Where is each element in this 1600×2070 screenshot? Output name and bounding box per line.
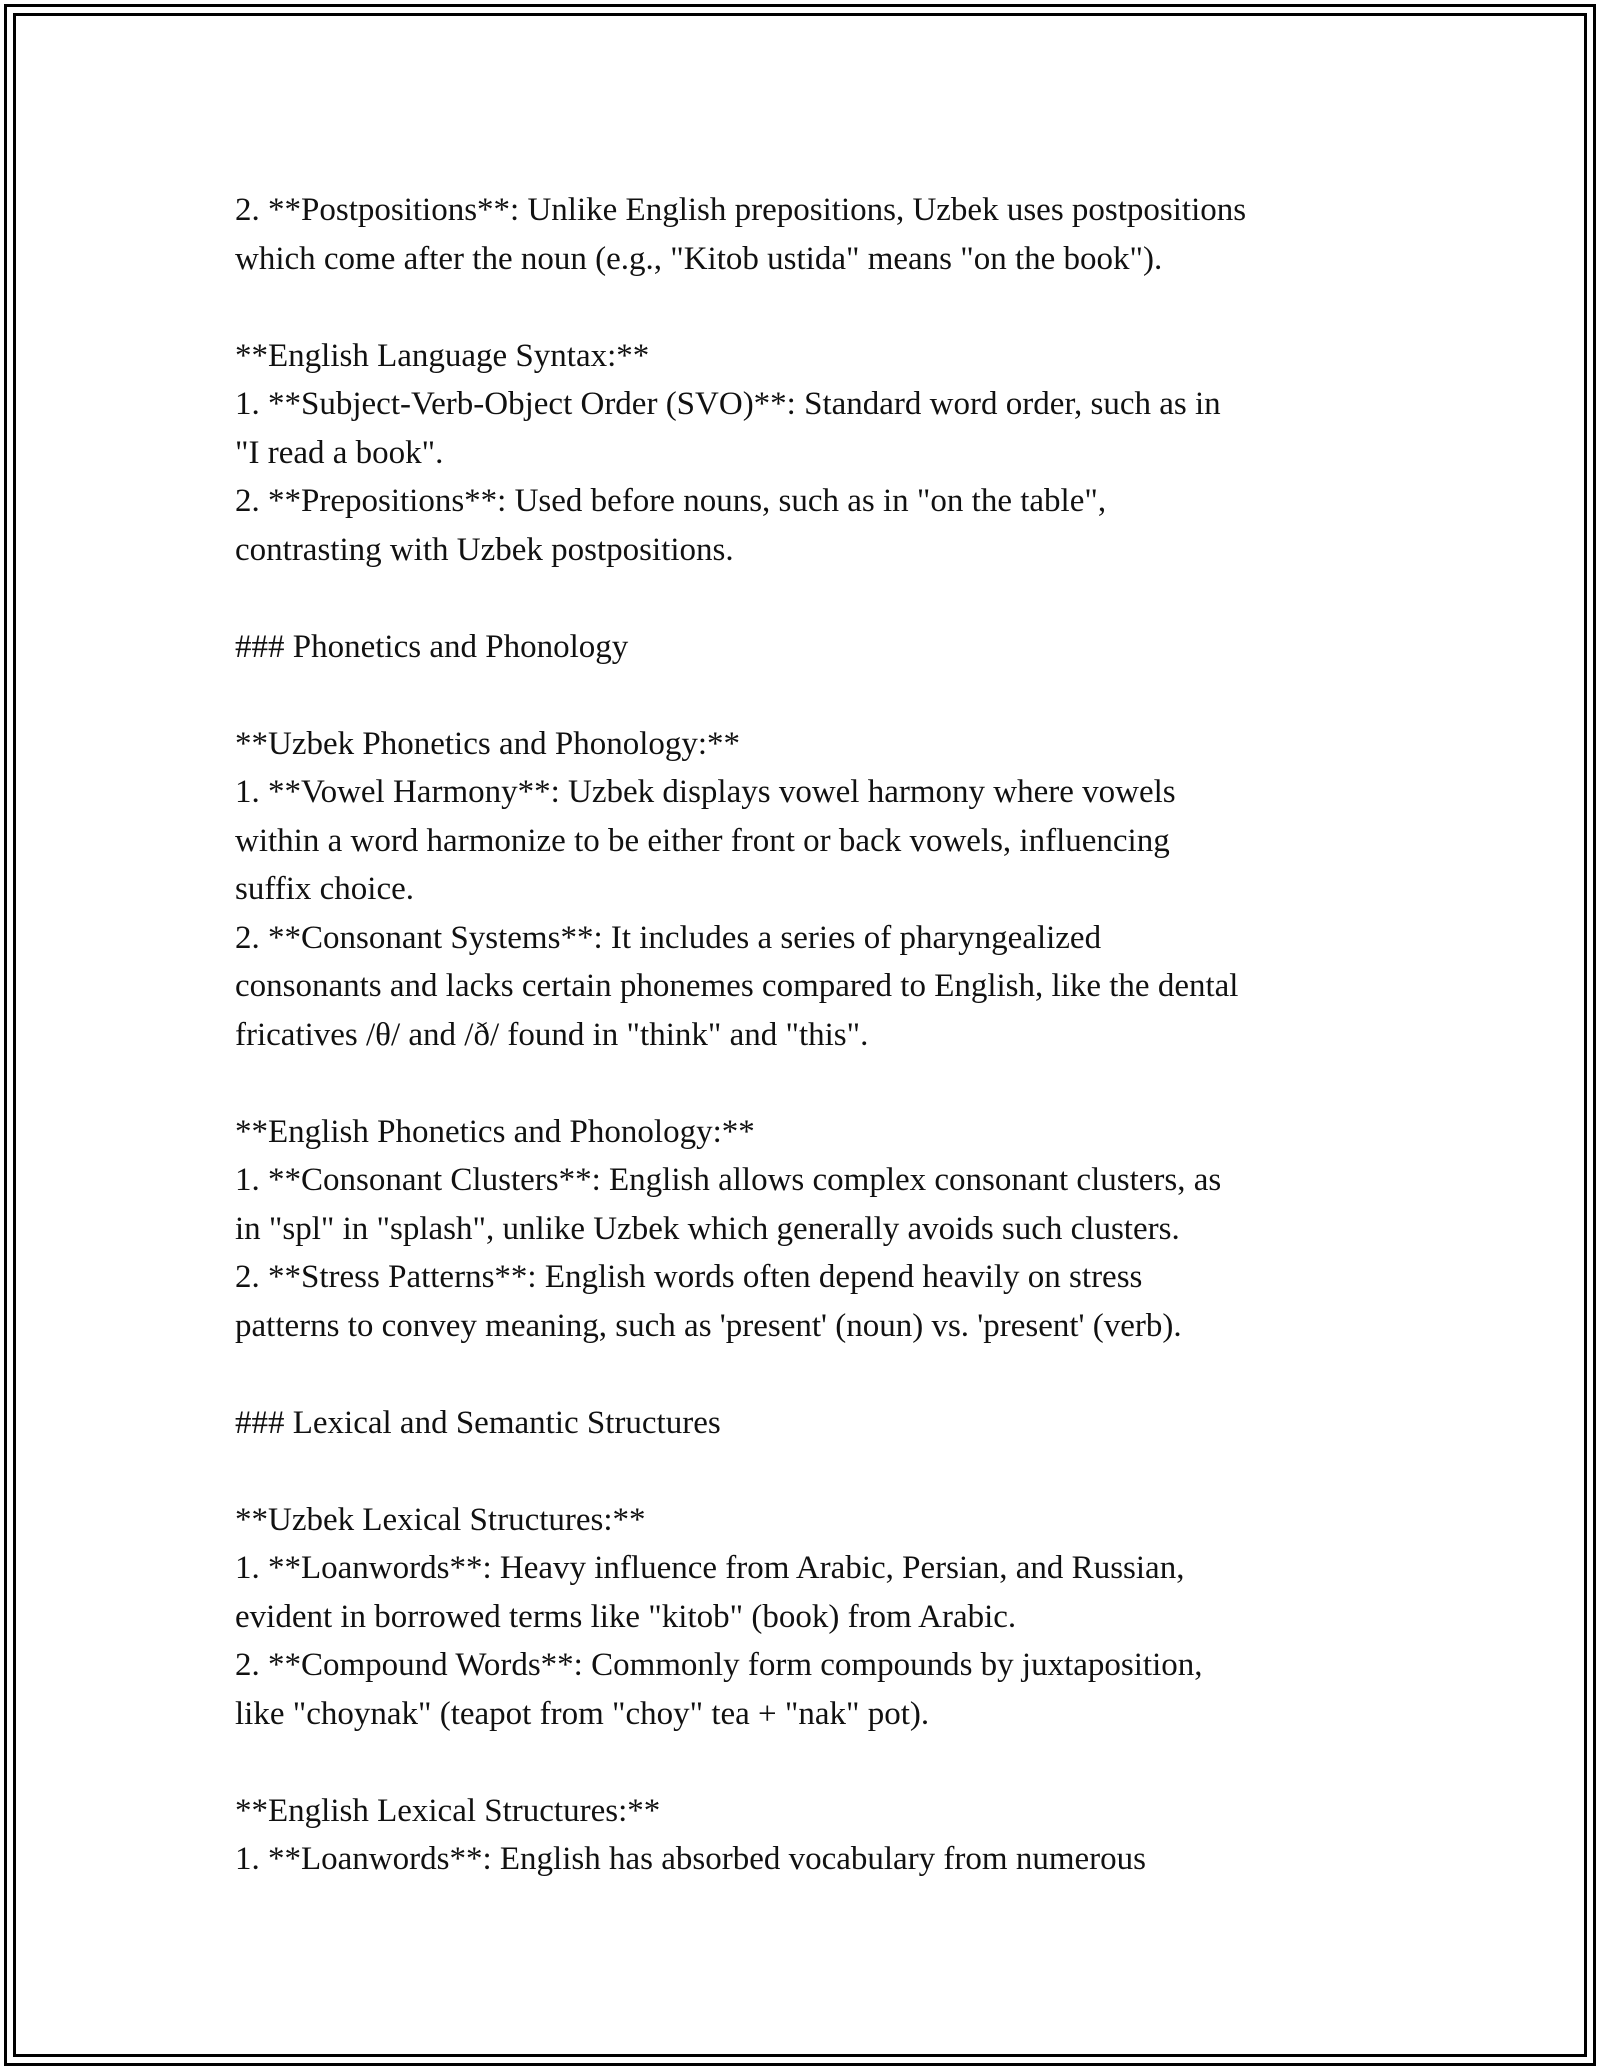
blank-line	[235, 1447, 1415, 1496]
section-subheading: **English Language Syntax:**	[235, 337, 650, 374]
section-subheading: **Uzbek Phonetics and Phonology:**	[235, 725, 741, 762]
text-line: 2. **Compound Words**: Commonly form compounds by juxtaposition,	[235, 1647, 1203, 1683]
section-subheading: **Uzbek Lexical Structures:**	[235, 1501, 646, 1538]
text-line: 1. **Loanwords**: Heavy influence from Arabic, Persian, and Russian,	[235, 1550, 1185, 1586]
text-line: 1. **Vowel Harmony**: Uzbek displays vowel harmony where vowels	[235, 774, 1176, 810]
blank-line	[235, 1059, 1415, 1108]
text-line: 2. **Postpositions**: Unlike English prepositions, Uzbek uses postpositions	[235, 192, 1247, 228]
section-subheading: **English Phonetics and Phonology:**	[235, 1113, 755, 1150]
blank-line	[235, 1738, 1415, 1787]
text-line: fricatives /θ/ and /ð/ found in "think" and "this".	[235, 1016, 869, 1053]
blank-line	[235, 283, 1415, 332]
text-line: in "spl" in "splash", unlike Uzbek which generally avoids such clusters.	[235, 1210, 1180, 1247]
text-line: consonants and lacks certain phonemes compared to English, like the dental	[235, 968, 1239, 1004]
text-line: evident in borrowed terms like "kitob" (book) from Arabic.	[235, 1598, 1017, 1635]
section-subheading: **English Lexical Structures:**	[235, 1792, 661, 1829]
text-line: 2. **Prepositions**: Used before nouns, such as in "on the table",	[235, 483, 1107, 519]
text-line: suffix choice.	[235, 871, 415, 907]
blank-line	[235, 574, 1415, 623]
text-line: 1. **Loanwords**: English has absorbed vocabulary from numerous	[235, 1841, 1146, 1877]
document-body	[235, 186, 1415, 1884]
blank-line	[235, 1350, 1415, 1399]
blank-line	[235, 671, 1415, 720]
text-line: which come after the noun (e.g., "Kitob ustida" means "on the book").	[235, 240, 1163, 277]
text-line: patterns to convey meaning, such as 'present' (noun) vs. 'present' (verb).	[235, 1307, 1182, 1344]
text-line: 2. **Stress Patterns**: English words often depend heavily on stress	[235, 1259, 1143, 1295]
text-line: "I read a book".	[235, 434, 444, 471]
text-line: within a word harmonize to be either front or back vowels, influencing	[235, 822, 1170, 859]
text-line: contrasting with Uzbek postpositions.	[235, 531, 734, 568]
text-line: like "choynak" (teapot from "choy" tea + "nak" pot).	[235, 1695, 930, 1732]
section-heading: ### Lexical and Semantic Structures	[235, 1404, 721, 1441]
section-heading: ### Phonetics and Phonology	[235, 628, 629, 665]
text-line: 1. **Subject-Verb-Object Order (SVO)**: Standard word order, such as in	[235, 386, 1221, 422]
text-line: 2. **Consonant Systems**: It includes a series of pharyngealized	[235, 919, 1102, 956]
text-line: 1. **Consonant Clusters**: English allows complex consonant clusters, as	[235, 1162, 1222, 1198]
